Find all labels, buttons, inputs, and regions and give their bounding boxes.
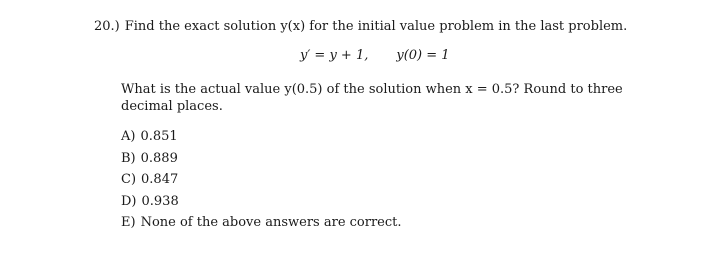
question-number: 20.) (94, 19, 120, 34)
choice-text: 0.847 (141, 172, 179, 187)
initial-condition: y(0) = 1 (396, 48, 450, 63)
choice-text: None of the above answers are correct. (140, 215, 402, 230)
choice-e[interactable] (121, 212, 402, 234)
ode: y′ = y + 1, (300, 48, 369, 63)
choice-b[interactable] (121, 148, 402, 170)
question-prompt: Find the exact solution y(x) for the initial value problem in the last problem. (124, 19, 628, 34)
choice-letter: B) (121, 150, 136, 166)
choice-a[interactable] (121, 126, 402, 148)
choice-letter: C) (121, 172, 137, 187)
choice-letter: A) (121, 129, 136, 144)
choice-text: 0.851 (140, 129, 178, 144)
choice-text: 0.889 (140, 150, 178, 166)
choice-text: 0.938 (141, 193, 179, 209)
choice-letter: E) (121, 215, 136, 230)
choice-letter: D) (121, 193, 137, 209)
answer-choices (121, 126, 402, 234)
choice-d[interactable] (121, 191, 402, 213)
question-body: What is the actual value y(0.5) of the solution when x = 0.5? Round to three decimal places. (121, 82, 623, 114)
choice-c[interactable] (121, 169, 402, 191)
differential-equation (300, 48, 450, 64)
question-header (94, 19, 694, 35)
